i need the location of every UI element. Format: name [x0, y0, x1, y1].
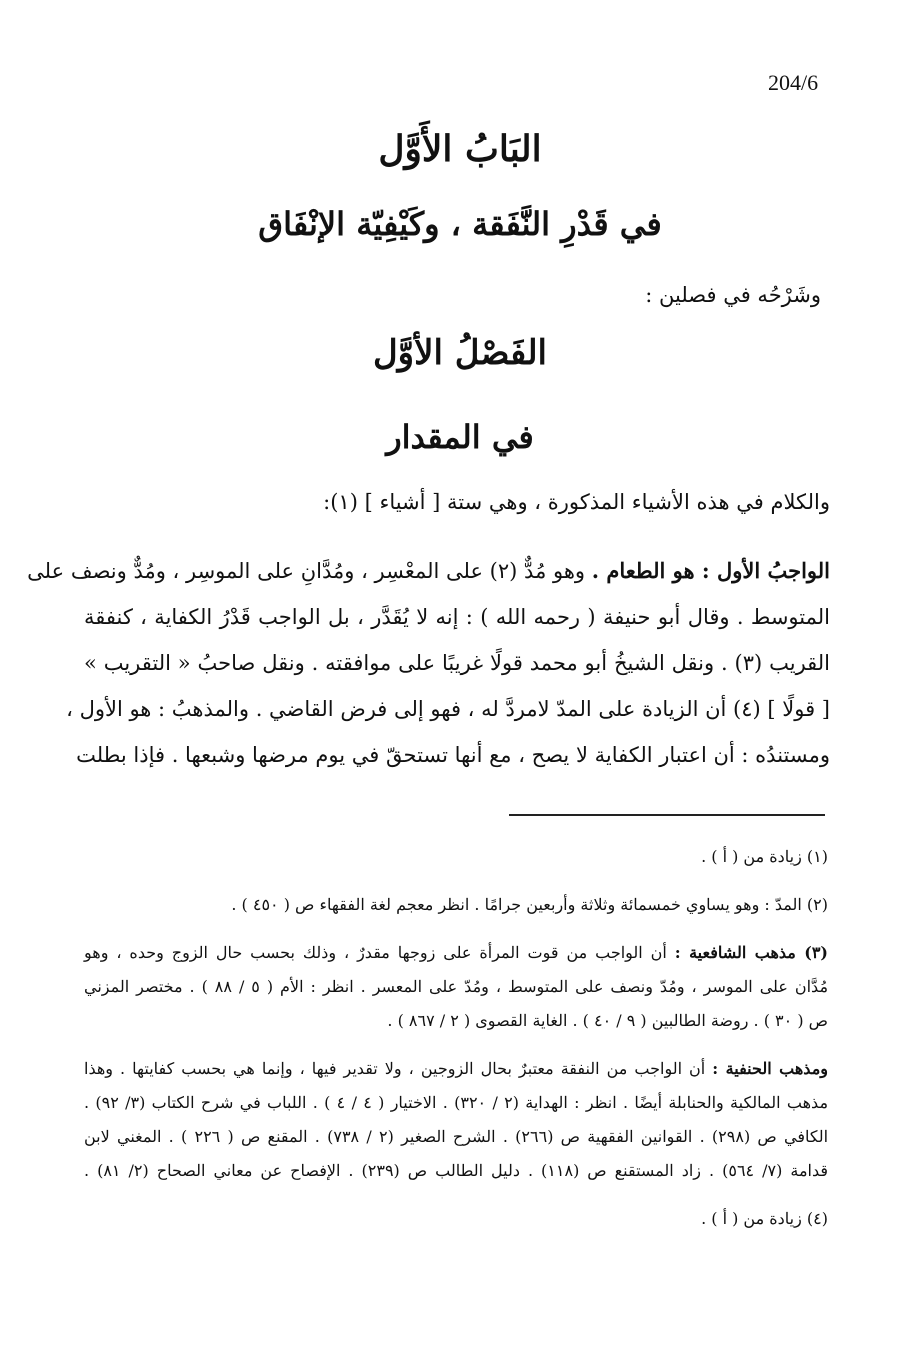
body-line-text: وهو مُدٌّ (٢) على المعْسِر ، ومُدَّانِ على الموسِر ، ومُدٌّ ونصف على [27, 559, 592, 583]
chapter-subtitle: في قَدْرِ النَّفَقة ، وكَيْفِيّة الإنْفَاق [258, 205, 662, 243]
body-line: ومستندُه : أن اعتبار الكفاية لا يصح ، مع أنها تستحقّ في يوم مرضها وشبعها . فإذا بطلت [76, 743, 830, 767]
footnote-3-line: ص ( ٣٠ ) . روضة الطالبين ( ٩ / ٤٠ ) . الغاية القصوى ( ٢ / ٨٦٧ ) . [387, 1011, 828, 1030]
footnote-4: (٤) زيادة من ( أ ) . [701, 1209, 828, 1228]
chapter-title: البَابُ الأَوَّل [378, 128, 542, 170]
footnotes [84, 840, 828, 1236]
section-subtitle: في المقدار [386, 418, 534, 456]
footnote-3-text: أن الواجب من قوت المرأة على زوجها مقدرٌ ، وذلك بحسب حال الزوج وحده ، وهو [84, 943, 675, 962]
footnote-2: (٢) المدّ : وهو يساوي خمسمائة وثلاثة وأربعين جرامًا . انظر معجم لغة الفقهاء ص ( ٤٥٠ ) . [231, 895, 828, 914]
opening-paragraph: والكلام في هذه الأشياء المذكورة ، وهي ستة [ أشياء ] (١): [323, 490, 830, 514]
footnote-3b-line: الكافي ص (٢٩٨) . القوانين الفقهية ص (٢٦٦) . الشرح الصغير (٢ / ٧٣٨) . المقنع ص ( ٢٢٦ ) . المغني لابن [84, 1127, 829, 1146]
intro-line: وشَرْحُه في فصلين : [645, 283, 821, 307]
body-lead: الواجبُ الأول : هو الطعام . [591, 558, 830, 583]
footnote-1: (١) زيادة من ( أ ) . [701, 847, 828, 866]
footnote-3b-text: أن الواجب من النفقة معتبرٌ بحال الزوجين ، ولا تقدير فيها ، وإنما هي بحسب كفايتها . وهذا [84, 1059, 713, 1078]
section-title: الفَصْلُ الأوَّل [372, 333, 548, 373]
body-text [27, 548, 831, 778]
footnote-3-line: مُدَّان على الموسر ، ومُدّ ونصف على المتوسط ، ومُدّ على المعسر . انظر : الأم ( ٥ / ٨٨ ) . مختصر المزني [84, 977, 829, 996]
footnote-3b-lead: ومذهب الحنفية : [712, 1059, 828, 1078]
footnote-3b-line: قدامة (٧/ ٥٦٤) . زاد المستقنع ص (١١٨) . دليل الطالب ص (٢٣٩) . الإفصاح عن معاني الصحاح (٢/ ٨١) . [84, 1161, 829, 1180]
body-line: القريب (٣) . ونقل الشيخُ أبو محمد قولًا غريبًا على موافقته . ونقل صاحبُ « التقريب » [84, 651, 831, 675]
footnote-3-line [84, 936, 828, 970]
body-line: المتوسط . وقال أبو حنيفة ( رحمه الله ) : إنه لا يُقَدَّر ، بل الواجب قَدْرُ الكفاية ، كنفقة [84, 605, 830, 629]
footnote-divider [509, 814, 825, 816]
body-line [27, 548, 830, 594]
page-number: 204/6 [768, 70, 819, 95]
footnote-3b-line [84, 1052, 828, 1086]
footnote-3b-line: مذهب المالكية والحنابلة أيضًا . انظر : الهداية (٢ / ٣٢٠) . الاختيار ( ٤ / ٤ ) . اللباب في شرح الكتاب (٣/ ٩٢) . [84, 1093, 829, 1112]
footnote-3-lead: (٣) مذهب الشافعية : [674, 943, 828, 962]
body-line: [ قولًا ] (٤) أن الزيادة على المدّ لامردَّ له ، فهو إلى فرض القاضي . والمذهبُ : هو الأول ، [66, 697, 830, 721]
